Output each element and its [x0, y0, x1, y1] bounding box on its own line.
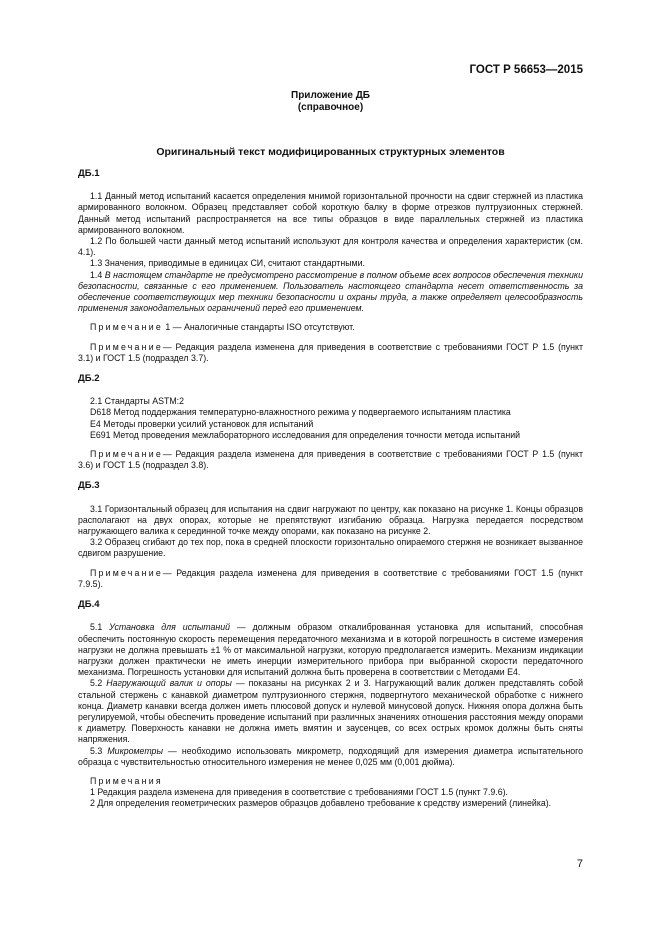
main-title: Оригинальный текст модифицированных структурных элементов [156, 146, 505, 158]
note-db3-edit [78, 568, 583, 590]
appendix-title: Приложение ДБ [291, 90, 370, 101]
paragraph-5-1-term: Установка для испытаний [109, 622, 231, 633]
notes-db4-label [78, 776, 583, 787]
paragraph-5-3-term: Микрометры [107, 745, 163, 756]
paragraph-3-2: 3.2 Образец сгибают до тех пор, пока в средней плоскости горизонтально опираемого стержня не возникает вызванное сдвигом разрушение. [78, 537, 583, 559]
section-heading-db2: ДБ.2 [78, 373, 100, 385]
db2-line-1: 2.1 Стандарты ASTM:2 [90, 396, 184, 407]
note-db4-2: 2 Для определения геометрических размеров образцов добавлено требование к средству измерений (линейка). [90, 798, 552, 809]
paragraph-5-2-text: — показаны на рисунках 2 и 3. Нагружающий валик должен представлять собой стальной стержень с канавкой диаметром пултрузионного стержня, подвергнутого механической обработке с нижнего конца. Диаметр канавки всегда должен иметь плюсовой допуск и нулевой минусовой допуск. Нижняя опора должна быть регулируемой, чтобы обеспечить проведение испытаний при различных значениях отношения расстояния между опорами к диаметру. Поверхность канавки не должна иметь вмятин и заусенцев, со всех острых кромок должны быть сняты напряжения. [78, 678, 583, 745]
notes-db4-label-text: Примечания [90, 775, 163, 786]
paragraph-1-4-text: В настоящем стандарте не предусмотрено рассмотрение в полном объеме всех вопросов обеспечения техники безопасности, связанные с его применением. Пользователь настоящего стандарта несет ответственность за обеспечение соответствующих мер техники безопасности и охраны труда, а также определяет целесообразность применения законодательных ограничений перед его применением. [78, 269, 583, 314]
note-1 [78, 322, 583, 333]
paragraph-5-3 [78, 746, 583, 768]
note-db1-text: — Редакция раздела изменена для приведения в соответствие с требованиями ГОСТ Р 1.5 (пункт 3.1) и ГОСТ 1.5 (подраздел 3.7). [78, 341, 583, 363]
note-db3-text: — Редакция раздела изменена для приведения в соответствие с требованиями ГОСТ 1.5 (пункт 7.9.5). [78, 567, 583, 589]
note-db2-edit [78, 449, 583, 471]
appendix-subtitle: (справочное) [297, 102, 364, 113]
note-db1-label: Примечание [90, 341, 163, 352]
paragraph-1-3: 1.3 Значения, приводимые в единицах СИ, считают стандартными. [90, 258, 365, 269]
standard-header: ГОСТ Р 56653—2015 [469, 64, 583, 76]
document-body [78, 168, 583, 810]
note-db2-label: Примечание [90, 449, 163, 460]
section-heading-db3: ДБ.3 [78, 480, 100, 492]
paragraph-5-1-text: — должным образом откалиброванная установка для испытаний, способная обеспечить постоянную скорость перемещения передаточного механизма и в которой погрешность в системе измерения нагрузки не должна превышать ±1 % от максимальной нагрузки, которую предполагается измерить. Механизм индикации нагрузки должен практически не иметь инерции измерительного прибора при выбранной скорости передаточного механизма. Погрешность установки для испытаний должна быть проверена в соответствии с Методами E4. [78, 622, 583, 678]
paragraph-5-3-text: — необходимо использовать микрометр, подходящий для измерения диаметра испытательного образца с чувствительностью относительного измерения не менее 0,025 мм (0,001 дюйма). [78, 745, 583, 767]
paragraph-1-4 [78, 270, 583, 315]
paragraph-3-1: 3.1 Горизонтальный образец для испытания на сдвиг нагружают по центру, как показано на рисунке 1. Концы образцов располагают на двух опорах, которые не препятствуют изгибанию образца. Нагрузка передается посредством нагружающего валика к серединной точке между опорами, как показано на рисунке 2. [78, 503, 583, 537]
paragraph-1-1: 1.1 Данный метод испытаний касается определения мнимой горизонтальной прочности на сдвиг стержней из пластика армированного волокном. Образец представляет собой короткую балку в форме отрезков пултрузионных стержней. Данный метод испытаний распространяется на все типы образцов в виде параллельных стержней из пластика армированного волокном. [78, 191, 583, 235]
paragraph-5-1 [78, 622, 583, 678]
paragraph-1-4-number: 1.4 [90, 269, 103, 280]
paragraph-5-3-number: 5.3 [90, 745, 103, 756]
note-db2-text: — Редакция раздела изменена для приведения в соответствие с требованиями ГОСТ Р 1.5 (пункт 3.6) и ГОСТ 1.5 (подраздел 3.8). [78, 449, 583, 471]
page-number: 7 [576, 858, 583, 870]
paragraph-5-2-term: Нагружающий валик и опоры [106, 678, 232, 689]
note-1-text: 1 — Аналогичные стандарты ISO отсутствуют. [165, 322, 355, 333]
paragraph-1-2: 1.2 По большей части данный метод испытаний используют для контроля качества и определения характеристик (см. 4.1). [78, 236, 583, 258]
section-heading-db1: ДБ.1 [78, 168, 100, 179]
paragraph-5-2 [78, 678, 583, 745]
db2-line-3: E4 Методы проверки усилий установок для испытаний [90, 418, 314, 429]
note-db3-label: Примечание [90, 567, 163, 578]
paragraph-5-1-number: 5.1 [90, 622, 103, 633]
note-db1-edit [78, 342, 583, 364]
note-db4-1: 1 Редакция раздела изменена для приведения в соответствие с требованиями ГОСТ 1.5 (пункт 7.9.6). [90, 787, 508, 798]
db2-line-2: D618 Метод поддержания температурно-влажностного режима у подвергаемого испытаниям пластика [90, 407, 511, 418]
db2-line-4: E691 Метод проведения межлабораторного исследования для определения точности метода испытаний [90, 429, 521, 440]
paragraph-5-2-number: 5.2 [90, 678, 103, 689]
note-1-label: Примечание [90, 322, 163, 333]
section-heading-db4: ДБ.4 [78, 599, 100, 611]
